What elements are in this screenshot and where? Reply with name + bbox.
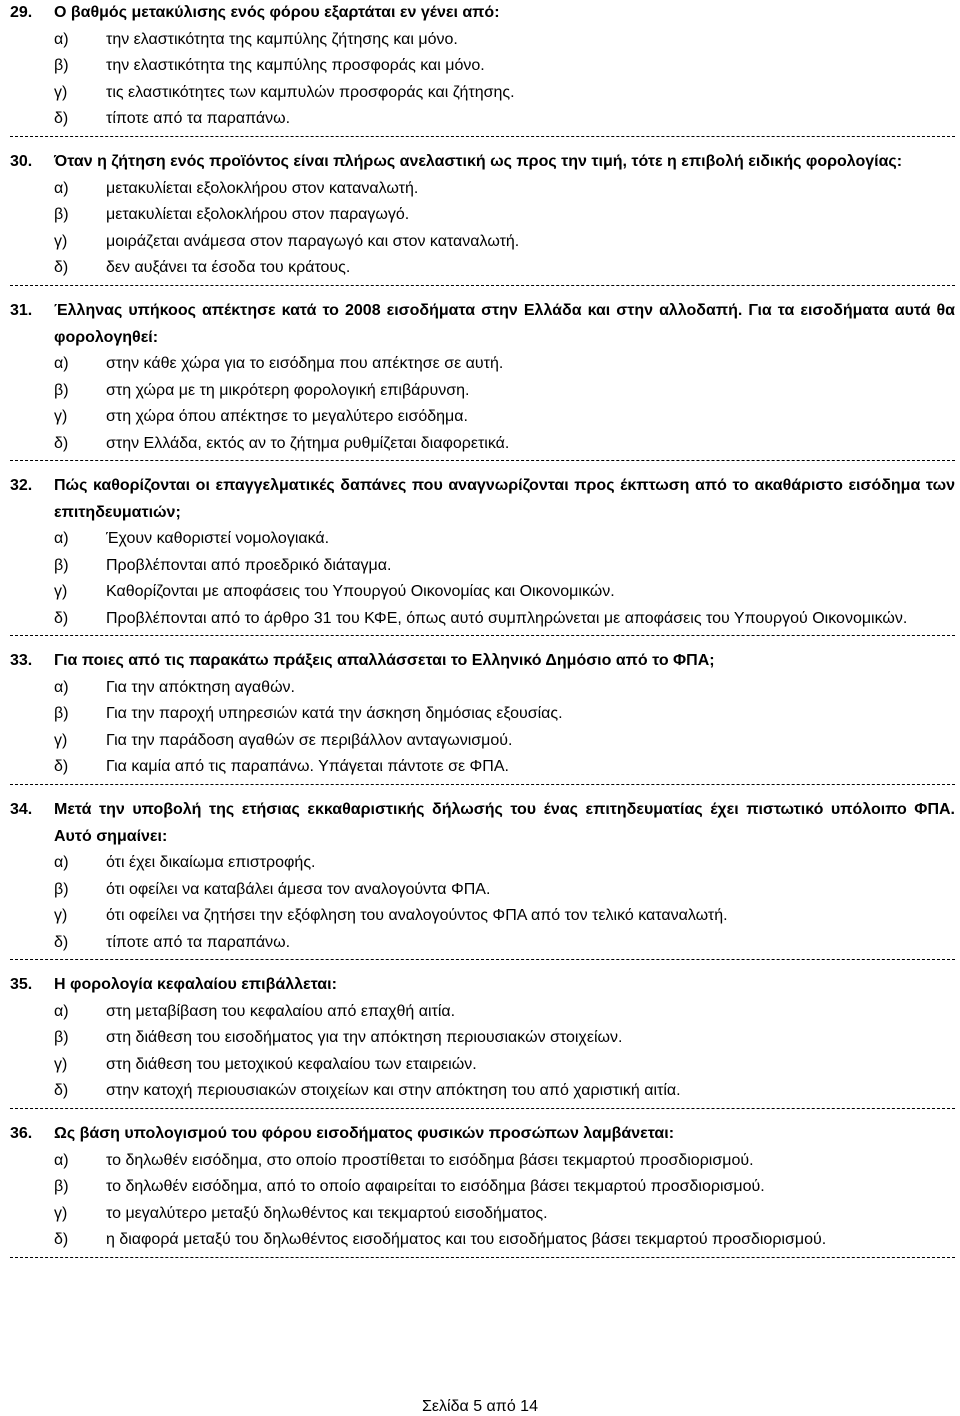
option-letter: α) <box>54 1151 69 1169</box>
option-text: το δηλωθέν εισόδημα, από το οποίο αφαιρείται το εισόδημα βάσει τεκμαρτού προσδιορισμού. <box>106 1178 765 1195</box>
question-text: Η φορολογία κεφαλαίου επιβάλλεται: <box>54 976 337 993</box>
option-text: στη χώρα όπου απέκτησε το μεγαλύτερο εισόδημα. <box>106 408 468 425</box>
option-letter: α) <box>54 854 69 871</box>
option-text: τις ελαστικότητες των καμπυλών προσφοράς και ζήτησης. <box>106 83 515 101</box>
question-header <box>10 648 955 675</box>
question-block <box>10 0 955 137</box>
answer-option <box>10 675 955 702</box>
answer-option <box>10 378 955 405</box>
option-text: Προβλέπονται από το άρθρο 31 του ΚΦΕ, όπως αυτό συμπληρώνεται με αποφάσεις του Υπουργού Οικονομικών. <box>106 609 908 627</box>
option-letter: δ) <box>54 1231 69 1248</box>
answer-option <box>10 930 955 957</box>
question-block <box>10 797 955 960</box>
question-header <box>10 473 955 526</box>
option-text: στην κάθε χώρα για το εισόδημα που απέκτησε σε αυτή. <box>106 355 504 372</box>
answer-option <box>10 850 955 877</box>
option-letter: α) <box>54 1002 69 1020</box>
question-header <box>10 0 955 27</box>
option-letter: δ) <box>54 110 69 127</box>
option-text: ότι οφείλει να ζητήσει την εξόφληση του αναλογούντος ΦΠΑ από τον τελικό καταναλωτή. <box>106 907 728 924</box>
question-header <box>10 298 955 351</box>
option-text: τίποτε από τα παραπάνω. <box>106 110 291 127</box>
answer-option <box>10 526 955 553</box>
question-number: 29. <box>10 4 33 21</box>
option-text: μετακυλίεται εξολοκλήρου στον παραγωγό. <box>106 206 410 223</box>
answer-option <box>10 255 955 282</box>
question-block <box>10 1121 955 1258</box>
question-number: 31. <box>10 302 33 319</box>
option-letter: β) <box>54 1178 69 1195</box>
option-text: στην κατοχή περιουσιακών στοιχείων και στην απόκτηση του από χαριστική αιτία. <box>106 1082 681 1099</box>
question-header <box>10 797 955 850</box>
question-header <box>10 1121 955 1148</box>
question-text: Έλληνας υπήκοος απέκτησε κατά το 2008 εισοδήματα στην Ελλάδα και στην αλλοδαπή. Για τα εισοδήματα αυτά θα φορολογηθεί: <box>54 302 955 346</box>
question-text: Μετά την υποβολή της ετήσιας εκκαθαριστικής δήλωσής του ένας επιτηδευματίας έχει πιστωτικό υπόλοιπο ΦΠΑ. Αυτό σημαίνει: <box>54 801 955 845</box>
question-block <box>10 298 955 461</box>
answer-option <box>10 202 955 229</box>
option-letter: α) <box>54 30 69 48</box>
option-text: την ελαστικότητα της καμπύλης ζήτησης και μόνο. <box>106 30 458 48</box>
option-text: Για καμία από τις παραπάνω. Υπάγεται πάντοτε σε ΦΠΑ. <box>106 758 509 775</box>
answer-option <box>10 1078 955 1105</box>
option-text: Καθορίζονται με αποφάσεις του Υπουργού Οικονομίας και Οικονομικών. <box>106 583 615 600</box>
question-text: Ο βαθμός μετακύλισης ενός φόρου εξαρτάται εν γένει από: <box>54 4 500 21</box>
option-letter: γ) <box>54 232 68 250</box>
option-letter: γ) <box>54 1055 68 1073</box>
option-letter: δ) <box>54 1082 69 1099</box>
option-text: την ελαστικότητα της καμπύλης προσφοράς και μόνο. <box>106 57 485 74</box>
option-text: η διαφορά μεταξύ του δηλωθέντος εισοδήματος και του εισοδήματος βάσει τεκμαρτού προσδιορισμού. <box>106 1231 827 1248</box>
option-text: το μεγαλύτερο μεταξύ δηλωθέντος και τεκμαρτού εισοδήματος. <box>106 1204 548 1222</box>
option-letter: α) <box>54 678 69 696</box>
option-letter: β) <box>54 206 69 223</box>
answer-option <box>10 579 955 606</box>
answer-option <box>10 701 955 728</box>
answer-option <box>10 1025 955 1052</box>
question-number: 36. <box>10 1125 33 1142</box>
question-number: 35. <box>10 976 33 993</box>
question-header <box>10 149 955 176</box>
option-letter: α) <box>54 530 69 547</box>
question-block <box>10 972 955 1109</box>
question-number: 34. <box>10 801 33 818</box>
answer-option <box>10 1174 955 1201</box>
answer-option <box>10 606 955 633</box>
question-text: Πώς καθορίζονται οι επαγγελματικές δαπάνες που αναγνωρίζονται προς έκπτωση από το ακαθάριστο εισόδημα των επιτηδευματιών; <box>54 477 955 521</box>
question-block <box>10 648 955 785</box>
page-number: Σελίδα 5 από 14 <box>422 1398 538 1415</box>
option-text: τίποτε από τα παραπάνω. <box>106 933 291 951</box>
option-text: Έχουν καθοριστεί νομολογιακά. <box>106 530 330 547</box>
option-letter: γ) <box>54 907 68 924</box>
option-letter: δ) <box>54 933 69 951</box>
answer-option <box>10 229 955 256</box>
answer-option <box>10 553 955 580</box>
question-number: 30. <box>10 153 33 170</box>
answer-option <box>10 404 955 431</box>
option-letter: β) <box>54 57 69 74</box>
option-letter: β) <box>54 880 69 898</box>
option-letter: β) <box>54 1029 69 1046</box>
option-letter: β) <box>54 705 69 722</box>
option-letter: γ) <box>54 83 68 101</box>
option-letter: γ) <box>54 731 68 749</box>
question-block <box>10 149 955 286</box>
option-text: Για την παροχή υπηρεσιών κατά την άσκηση δημόσιας εξουσίας. <box>106 705 563 722</box>
option-text: δεν αυξάνει τα έσοδα του κράτους. <box>106 259 351 276</box>
option-text: στη χώρα με τη μικρότερη φορολογική επιβάρυνση. <box>106 381 470 399</box>
option-text: μοιράζεται ανάμεσα στον παραγωγό και στον καταναλωτή. <box>106 232 520 250</box>
option-letter: γ) <box>54 1204 68 1222</box>
answer-option <box>10 728 955 755</box>
question-text: Ως βάση υπολογισμού του φόρου εισοδήματος φυσικών προσώπων λαμβάνεται: <box>54 1125 675 1142</box>
answer-option <box>10 1052 955 1079</box>
option-text: ότι οφείλει να καταβάλει άμεσα τον αναλογούντα ΦΠΑ. <box>106 880 491 898</box>
option-text: στη μεταβίβαση του κεφαλαίου από επαχθή αιτία. <box>106 1002 456 1020</box>
option-text: ότι έχει δικαίωμα επιστροφής. <box>106 854 316 871</box>
answer-option <box>10 999 955 1026</box>
question-text: Όταν η ζήτηση ενός προϊόντος είναι πλήρως ανελαστική ως προς την τιμή, τότε η επιβολή ειδικής φορολογίας: <box>54 153 903 170</box>
answer-option <box>10 1201 955 1228</box>
answer-option <box>10 27 955 54</box>
answer-option <box>10 176 955 203</box>
option-text: στη διάθεση του μετοχικού κεφαλαίου των εταιρειών. <box>106 1055 477 1073</box>
option-letter: β) <box>54 381 69 399</box>
option-letter: β) <box>54 556 69 574</box>
option-text: στην Ελλάδα, εκτός αν το ζήτημα ρυθμίζεται διαφορετικά. <box>106 434 510 452</box>
answer-option <box>10 106 955 133</box>
question-block <box>10 473 955 636</box>
option-text: Προβλέπονται από προεδρικό διάταγμα. <box>106 556 392 574</box>
option-text: Για την παράδοση αγαθών σε περιβάλλον ανταγωνισμού. <box>106 731 513 749</box>
answer-option <box>10 754 955 781</box>
option-letter: δ) <box>54 434 69 452</box>
option-text: στη διάθεση του εισοδήματος για την απόκτηση περιουσιακών στοιχείων. <box>106 1029 623 1046</box>
option-letter: γ) <box>54 408 68 425</box>
question-header <box>10 972 955 999</box>
answer-option <box>10 877 955 904</box>
option-text: μετακυλίεται εξολοκλήρου στον καταναλωτή. <box>106 179 419 197</box>
answer-option <box>10 53 955 80</box>
question-number: 33. <box>10 652 33 669</box>
option-letter: γ) <box>54 583 68 600</box>
question-text: Για ποιες από τις παρακάτω πράξεις απαλλάσσεται το Ελληνικό Δημόσιο από το ΦΠΑ; <box>54 652 715 669</box>
answer-option <box>10 351 955 378</box>
option-letter: α) <box>54 355 69 372</box>
option-letter: α) <box>54 179 69 197</box>
answer-option <box>10 80 955 107</box>
option-text: Για την απόκτηση αγαθών. <box>106 678 295 696</box>
question-number: 32. <box>10 477 33 494</box>
option-letter: δ) <box>54 609 69 627</box>
option-letter: δ) <box>54 259 69 276</box>
answer-option <box>10 903 955 930</box>
answer-option <box>10 431 955 458</box>
answer-option <box>10 1148 955 1175</box>
option-text: το δηλωθέν εισόδημα, στο οποίο προστίθεται το εισόδημα βάσει τεκμαρτού προσδιορισμού. <box>106 1151 754 1169</box>
option-letter: δ) <box>54 758 69 775</box>
answer-option <box>10 1227 955 1254</box>
